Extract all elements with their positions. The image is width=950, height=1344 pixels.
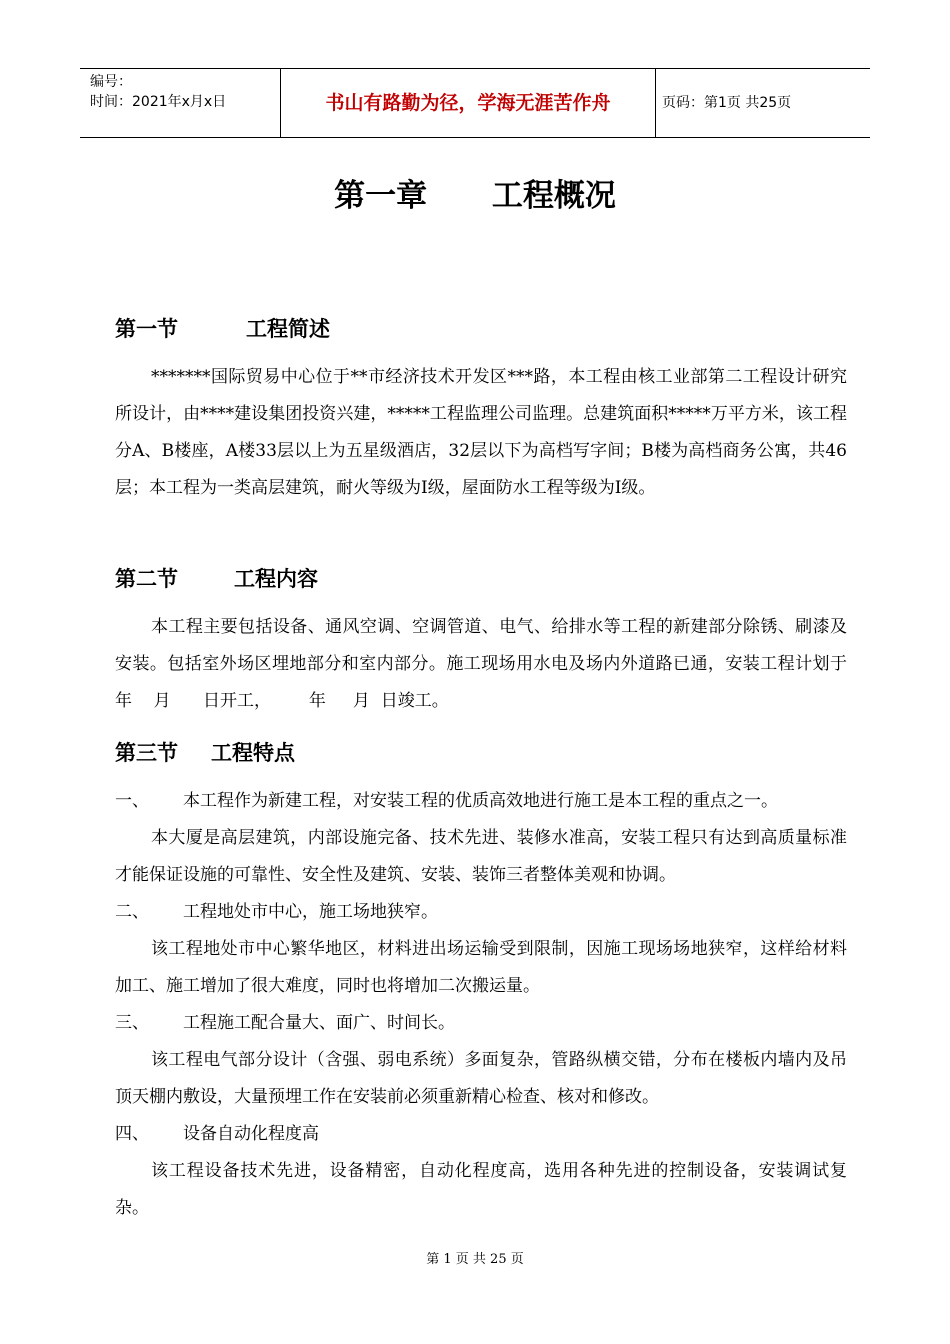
feature-paragraph: 该工程设备技术先进，设备精密，自动化程度高，选用各种先进的控制设备，安装调试复杂。 [115, 1161, 847, 1218]
section-title: 工程内容 [234, 567, 318, 591]
feature-heading [115, 783, 778, 820]
feature-text: 工程施工配合量大、面广、时间长。 [183, 1013, 455, 1033]
feature-text: 本工程作为新建工程，对安装工程的优质高效地进行施工是本工程的重点之一。 [183, 791, 778, 811]
header-motto: 书山有路勤为径，学海无涯苦作舟 [280, 69, 656, 137]
chapter-title: 第一章 工程概况 [334, 178, 616, 214]
section-title: 工程简述 [246, 317, 330, 341]
header-info-cell [80, 69, 280, 137]
feature-paragraph: 该工程地处市中心繁华地区，材料进出场运输受到限制，因施工现场场地狭窄，这样给材料加工、施工增加了很大难度，同时也将增加二次搬运量。 [115, 939, 847, 996]
feature-heading [115, 894, 438, 931]
section-number: 第一节 [115, 317, 178, 341]
feature-label: 二、 [115, 902, 149, 922]
section-heading [115, 313, 330, 343]
feature-heading [115, 1116, 319, 1153]
page-footer: 第 1 页 共 25 页 [426, 1252, 524, 1267]
section-title: 工程特点 [211, 741, 295, 765]
section-number: 第三节 [115, 741, 178, 765]
section-paragraph: 本工程主要包括设备、通风空调、空调管道、电气、给排水等工程的新建部分除锈、刷漆及安装。包括室外场区埋地部分和室内部分。施工现场用水电及场内外道路已通，安装工程计划于 年 月 日开工， 年 月 日竣工。 [115, 617, 880, 711]
feature-label: 四、 [115, 1124, 149, 1144]
feature-text: 工程地处市中心，施工场地狭窄。 [183, 902, 438, 922]
time-label: 时间：2021年x月x日 [90, 94, 227, 110]
section-paragraph: *******国际贸易中心位于**市经济技术开发区***路，本工程由核工业部第二工程设计研究所设计，由****建设集团投资兴建，*****工程监理公司监理。总建筑面积*****万平方米，该工程分A、B楼座，A楼33层以上为五星级酒店，32层以下为高档写字间；B楼为高档商务公寓，共46层；本工程为一类高层建筑，耐火等级为I级，屋面防水工程等级为I级。 [115, 367, 847, 498]
feature-text: 设备自动化程度高 [183, 1124, 319, 1144]
section-heading [115, 737, 295, 767]
feature-label: 一、 [115, 791, 149, 811]
feature-paragraph: 本大厦是高层建筑，内部设施完备、技术先进、装修水准高，安装工程只有达到高质量标准才能保证设施的可靠性、安全性及建筑、安装、装饰三者整体美观和协调。 [115, 828, 847, 885]
feature-label: 三、 [115, 1013, 149, 1033]
section-heading [115, 563, 318, 593]
section-number: 第二节 [115, 567, 178, 591]
number-label: 编号： [90, 74, 132, 90]
feature-paragraph: 该工程电气部分设计（含强、弱电系统）多面复杂，管路纵横交错，分布在楼板内墙内及吊顶天棚内敷设，大量预埋工作在安装前必须重新精心检查、核对和修改。 [115, 1050, 847, 1107]
header-page-info: 页码：第1页 共25页 [662, 95, 792, 111]
page-header [80, 68, 870, 138]
feature-heading [115, 1005, 455, 1042]
